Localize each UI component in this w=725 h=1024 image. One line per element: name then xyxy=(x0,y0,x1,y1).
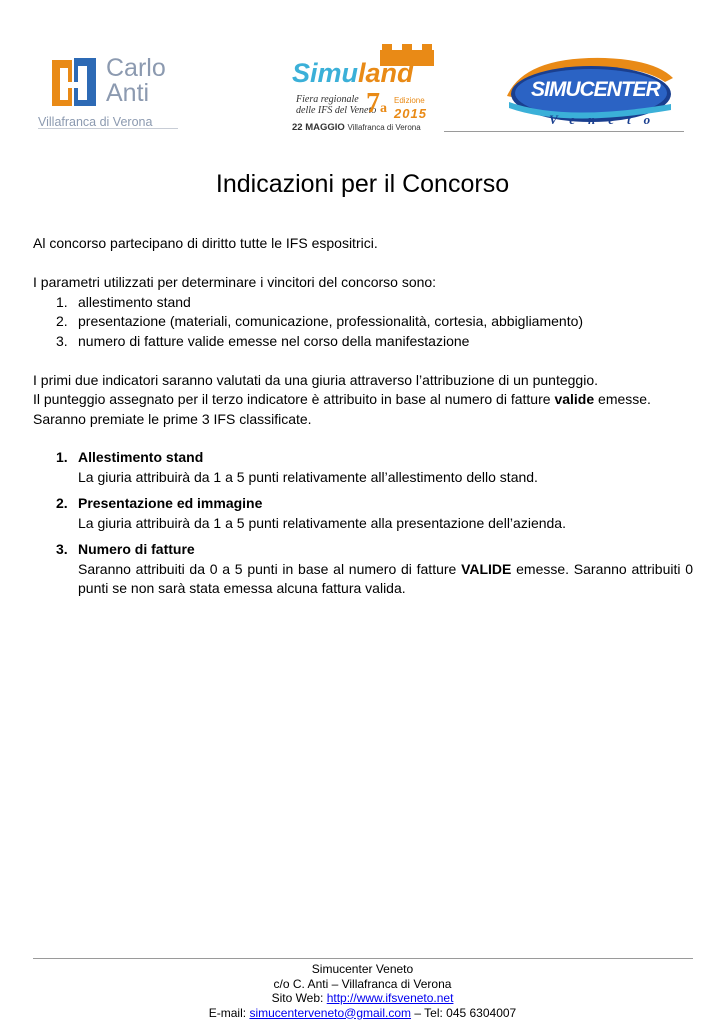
carlo-anti-mark-icon xyxy=(52,58,98,110)
simuland-date: 22 MAGGIO Villafranca di Verona xyxy=(292,122,421,133)
criterion-body: La giuria attribuirà da 1 a 5 punti relativamente alla presentazione dell’azienda. xyxy=(78,514,566,531)
simucenter-name: SIMUCENTER xyxy=(531,78,660,101)
header-divider xyxy=(444,131,684,132)
page-header xyxy=(0,0,725,140)
evaluation-line-3: Saranno premiate le prime 3 IFS classificate. xyxy=(33,410,312,427)
criterion-heading: Allestimento stand xyxy=(78,449,204,465)
criterion-heading: Numero di fatture xyxy=(78,541,195,557)
website-link[interactable]: http://www.ifsveneto.net xyxy=(326,991,454,1005)
criterion-heading: Presentazione ed immagine xyxy=(78,495,263,511)
params-lead: I parametri utilizzati per determinare i vincitori del concorso sono: xyxy=(33,274,437,290)
simucenter-sub: Veneto xyxy=(549,112,664,127)
footer-org: Simucenter Veneto xyxy=(311,962,414,976)
carlo-anti-logo xyxy=(38,52,188,132)
list-item: 2. presentazione (materiali, comunicazione, professionalità, cortesia, abbigliamento) xyxy=(56,313,584,329)
simuland-edition-word: Edizione xyxy=(394,96,425,105)
criterion-section: 2. Presentazione ed immagine La giuria attribuirà da 1 a 5 punti relativamente alla presentazione dell’azienda. xyxy=(33,494,693,533)
document-body xyxy=(33,234,693,606)
criteria-sections xyxy=(33,448,693,599)
simucenter-logo xyxy=(505,52,675,132)
criterion-body: La giuria attribuirà da 1 a 5 punti relativamente all’allestimento dello stand. xyxy=(78,468,538,485)
list-item: 3. numero di fatture valide emesse nel corso della manifestazione xyxy=(56,332,470,349)
criterion-body: Saranno attribuiti da 0 a 5 punti in base al numero di fatture VALIDE emesse. Saranno attribuiti 0 punti se non sarà stata emessa alcuna fattura valida. xyxy=(78,560,693,596)
params-list xyxy=(33,293,693,352)
footer-contact: E-mail: simucenterveneto@gmail.com – Tel: 045 6304007 xyxy=(208,1005,517,1020)
criterion-section: 1. Allestimento stand La giuria attribuirà da 1 a 5 punti relativamente all’allestimento dello stand. xyxy=(33,448,693,487)
criterion-section: 3. Numero di fatture Saranno attribuiti da 0 a 5 punti in base al numero di fatture VALIDE emesse. Saranno attribuiti 0 punti se non sarà stata emessa alcuna fattura valida. xyxy=(33,540,693,599)
simuland-year: 2015 xyxy=(394,106,427,121)
evaluation-line-2: Il punteggio assegnato per il terzo indicatore è attribuito in base al numero di fatture valide emesse. xyxy=(33,391,651,407)
simuland-title: Simuland xyxy=(292,58,414,88)
simuland-logo xyxy=(292,42,442,137)
carlo-anti-subtitle: Villafranca di Verona xyxy=(38,115,153,129)
simuland-fiera: Fiera regionale delle IFS del Veneto xyxy=(296,94,377,116)
list-item: 1. allestimento stand xyxy=(56,293,191,310)
footer-web: Sito Web: http://www.ifsveneto.net xyxy=(271,991,454,1005)
page-title: Indicazioni per il Concorso xyxy=(215,170,510,198)
page-footer xyxy=(0,962,725,1020)
evaluation-line-1: I primi due indicatori saranno valutati da una giuria attraverso l’attribuzione di un punteggio. xyxy=(33,371,599,388)
footer-address: c/o C. Anti – Villafranca di Verona xyxy=(273,976,452,991)
intro-paragraph: Al concorso partecipano di diritto tutte le IFS espositrici. xyxy=(33,235,378,251)
footer-divider xyxy=(33,958,693,959)
carlo-anti-wordmark: Carlo Anti xyxy=(106,54,166,107)
simuland-edition-number: 7a xyxy=(366,88,387,119)
email-link[interactable]: simucenterveneto@gmail.com xyxy=(249,1005,412,1020)
